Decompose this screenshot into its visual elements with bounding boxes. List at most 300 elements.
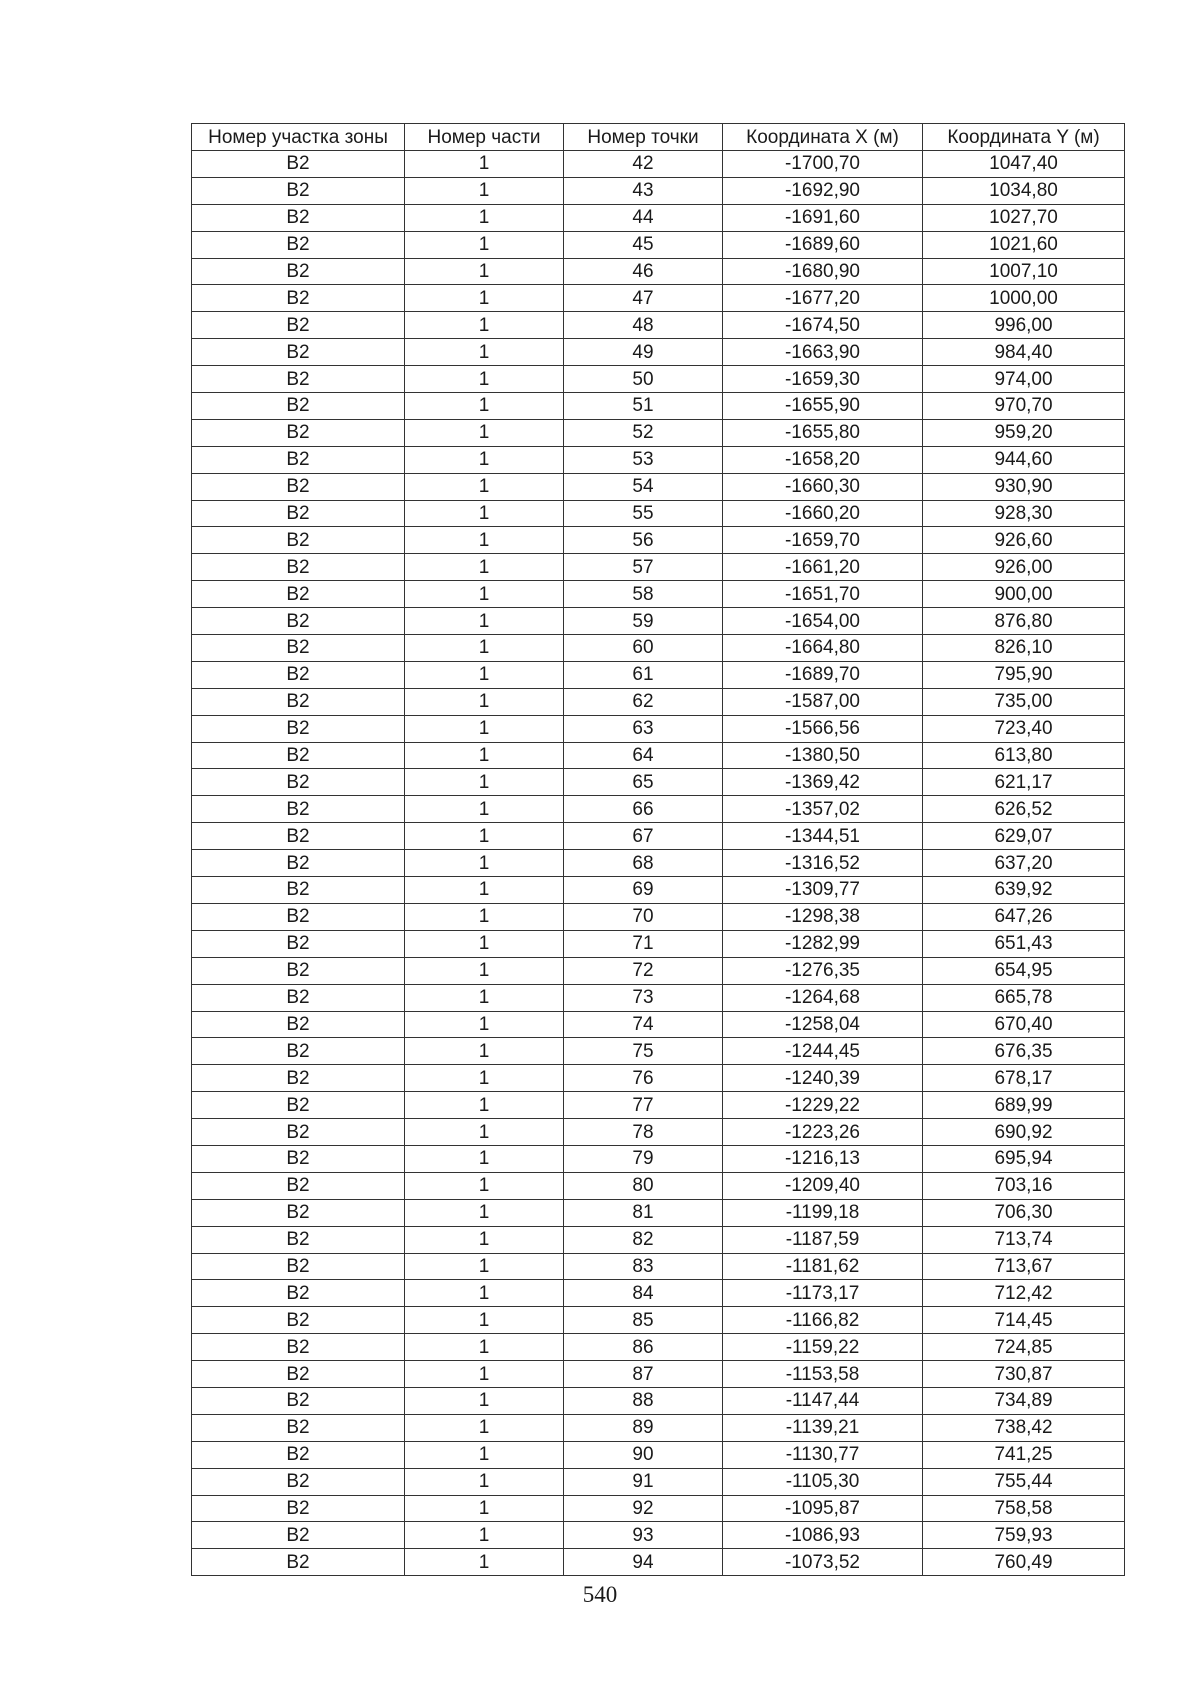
- part-number-cell: 1: [405, 1038, 564, 1065]
- zone-section-cell: В2: [192, 850, 405, 877]
- coordinate-y-cell: 760,49: [923, 1549, 1125, 1576]
- part-number-cell: 1: [405, 715, 564, 742]
- zone-section-cell: В2: [192, 1065, 405, 1092]
- coordinate-y-cell: 629,07: [923, 823, 1125, 850]
- zone-section-cell: В2: [192, 1549, 405, 1576]
- zone-section-cell: В2: [192, 1226, 405, 1253]
- table-row: [192, 393, 1125, 420]
- point-number-cell: 64: [564, 742, 723, 769]
- coordinate-x-cell: -1130,77: [723, 1441, 923, 1468]
- point-number-cell: 79: [564, 1145, 723, 1172]
- part-number-cell: 1: [405, 688, 564, 715]
- header-part-number: Номер части: [405, 124, 564, 151]
- table-row: [192, 1199, 1125, 1226]
- coordinate-y-cell: 621,17: [923, 769, 1125, 796]
- zone-section-cell: В2: [192, 742, 405, 769]
- part-number-cell: 1: [405, 1361, 564, 1388]
- table-row: [192, 796, 1125, 823]
- point-number-cell: 70: [564, 903, 723, 930]
- coordinate-x-cell: -1587,00: [723, 688, 923, 715]
- point-number-cell: 56: [564, 527, 723, 554]
- point-number-cell: 55: [564, 500, 723, 527]
- point-number-cell: 85: [564, 1307, 723, 1334]
- point-number-cell: 73: [564, 984, 723, 1011]
- coordinate-y-cell: 928,30: [923, 500, 1125, 527]
- part-number-cell: 1: [405, 500, 564, 527]
- table-row: [192, 285, 1125, 312]
- zone-section-cell: В2: [192, 608, 405, 635]
- coordinate-x-cell: -1105,30: [723, 1468, 923, 1495]
- coordinate-x-cell: -1700,70: [723, 151, 923, 178]
- point-number-cell: 50: [564, 366, 723, 393]
- coordinate-x-cell: -1258,04: [723, 1011, 923, 1038]
- coordinate-y-cell: 734,89: [923, 1387, 1125, 1414]
- part-number-cell: 1: [405, 366, 564, 393]
- coordinate-y-cell: 690,92: [923, 1119, 1125, 1146]
- point-number-cell: 43: [564, 177, 723, 204]
- zone-section-cell: В2: [192, 419, 405, 446]
- coordinate-y-cell: 647,26: [923, 903, 1125, 930]
- table-row: [192, 608, 1125, 635]
- coordinate-x-cell: -1369,42: [723, 769, 923, 796]
- coordinate-x-cell: -1566,56: [723, 715, 923, 742]
- coordinate-x-cell: -1173,17: [723, 1280, 923, 1307]
- point-number-cell: 90: [564, 1441, 723, 1468]
- zone-section-cell: В2: [192, 366, 405, 393]
- part-number-cell: 1: [405, 984, 564, 1011]
- part-number-cell: 1: [405, 1253, 564, 1280]
- point-number-cell: 76: [564, 1065, 723, 1092]
- coordinate-x-cell: -1663,90: [723, 339, 923, 366]
- zone-section-cell: В2: [192, 231, 405, 258]
- part-number-cell: 1: [405, 1172, 564, 1199]
- zone-section-cell: В2: [192, 1145, 405, 1172]
- table-row: [192, 1172, 1125, 1199]
- zone-section-cell: В2: [192, 823, 405, 850]
- coordinate-x-cell: -1073,52: [723, 1549, 923, 1576]
- zone-section-cell: В2: [192, 177, 405, 204]
- zone-section-cell: В2: [192, 1441, 405, 1468]
- coordinate-y-cell: 637,20: [923, 850, 1125, 877]
- point-number-cell: 93: [564, 1522, 723, 1549]
- part-number-cell: 1: [405, 258, 564, 285]
- coordinate-y-cell: 695,94: [923, 1145, 1125, 1172]
- zone-section-cell: В2: [192, 769, 405, 796]
- zone-section-cell: В2: [192, 1495, 405, 1522]
- coordinate-y-cell: 712,42: [923, 1280, 1125, 1307]
- zone-section-cell: В2: [192, 635, 405, 662]
- coordinate-y-cell: 654,95: [923, 957, 1125, 984]
- part-number-cell: 1: [405, 285, 564, 312]
- point-number-cell: 49: [564, 339, 723, 366]
- point-number-cell: 51: [564, 393, 723, 420]
- table-row: [192, 688, 1125, 715]
- zone-section-cell: В2: [192, 1011, 405, 1038]
- coordinate-y-cell: 741,25: [923, 1441, 1125, 1468]
- coordinate-x-cell: -1166,82: [723, 1307, 923, 1334]
- coordinate-y-cell: 984,40: [923, 339, 1125, 366]
- zone-section-cell: В2: [192, 715, 405, 742]
- coordinates-table: [191, 123, 1125, 1576]
- table-row: [192, 1119, 1125, 1146]
- coordinate-x-cell: -1159,22: [723, 1334, 923, 1361]
- coordinate-y-cell: 626,52: [923, 796, 1125, 823]
- table-row: [192, 957, 1125, 984]
- point-number-cell: 58: [564, 581, 723, 608]
- part-number-cell: 1: [405, 151, 564, 178]
- part-number-cell: 1: [405, 473, 564, 500]
- zone-section-cell: В2: [192, 1253, 405, 1280]
- part-number-cell: 1: [405, 1119, 564, 1146]
- table-row: [192, 1549, 1125, 1576]
- table-row: [192, 1065, 1125, 1092]
- table-row: [192, 1307, 1125, 1334]
- table-row: [192, 715, 1125, 742]
- table-row: [192, 1522, 1125, 1549]
- zone-section-cell: В2: [192, 1038, 405, 1065]
- coordinate-x-cell: -1659,70: [723, 527, 923, 554]
- zone-section-cell: В2: [192, 446, 405, 473]
- point-number-cell: 92: [564, 1495, 723, 1522]
- point-number-cell: 75: [564, 1038, 723, 1065]
- zone-section-cell: В2: [192, 527, 405, 554]
- table-row: [192, 1361, 1125, 1388]
- coordinate-x-cell: -1316,52: [723, 850, 923, 877]
- part-number-cell: 1: [405, 231, 564, 258]
- coordinate-y-cell: 755,44: [923, 1468, 1125, 1495]
- coordinate-y-cell: 703,16: [923, 1172, 1125, 1199]
- coordinate-y-cell: 926,00: [923, 554, 1125, 581]
- table-row: [192, 446, 1125, 473]
- table-row: [192, 769, 1125, 796]
- part-number-cell: 1: [405, 957, 564, 984]
- coordinate-y-cell: 713,67: [923, 1253, 1125, 1280]
- table-row: [192, 850, 1125, 877]
- table-row: [192, 1011, 1125, 1038]
- point-number-cell: 72: [564, 957, 723, 984]
- point-number-cell: 54: [564, 473, 723, 500]
- zone-section-cell: В2: [192, 1092, 405, 1119]
- point-number-cell: 71: [564, 930, 723, 957]
- coordinate-x-cell: -1692,90: [723, 177, 923, 204]
- point-number-cell: 65: [564, 769, 723, 796]
- zone-section-cell: В2: [192, 554, 405, 581]
- point-number-cell: 80: [564, 1172, 723, 1199]
- table-row: [192, 151, 1125, 178]
- coordinate-x-cell: -1691,60: [723, 204, 923, 231]
- coordinate-y-cell: 613,80: [923, 742, 1125, 769]
- part-number-cell: 1: [405, 608, 564, 635]
- table-row: [192, 419, 1125, 446]
- point-number-cell: 63: [564, 715, 723, 742]
- part-number-cell: 1: [405, 1334, 564, 1361]
- coordinate-x-cell: -1674,50: [723, 312, 923, 339]
- part-number-cell: 1: [405, 1226, 564, 1253]
- point-number-cell: 48: [564, 312, 723, 339]
- part-number-cell: 1: [405, 1414, 564, 1441]
- part-number-cell: 1: [405, 312, 564, 339]
- coordinate-y-cell: 1027,70: [923, 204, 1125, 231]
- coordinate-y-cell: 730,87: [923, 1361, 1125, 1388]
- point-number-cell: 67: [564, 823, 723, 850]
- table-row: [192, 1145, 1125, 1172]
- coordinate-y-cell: 678,17: [923, 1065, 1125, 1092]
- coordinate-x-cell: -1244,45: [723, 1038, 923, 1065]
- coordinate-x-cell: -1680,90: [723, 258, 923, 285]
- part-number-cell: 1: [405, 1495, 564, 1522]
- coordinate-x-cell: -1689,70: [723, 661, 923, 688]
- zone-section-cell: В2: [192, 500, 405, 527]
- zone-section-cell: В2: [192, 393, 405, 420]
- zone-section-cell: В2: [192, 473, 405, 500]
- zone-section-cell: В2: [192, 1307, 405, 1334]
- coordinate-x-cell: -1187,59: [723, 1226, 923, 1253]
- coordinate-x-cell: -1209,40: [723, 1172, 923, 1199]
- zone-section-cell: В2: [192, 1522, 405, 1549]
- table-body: [192, 151, 1125, 1576]
- point-number-cell: 81: [564, 1199, 723, 1226]
- header-coordinate-y: Координата Y (м): [923, 124, 1125, 151]
- table-row: [192, 339, 1125, 366]
- zone-section-cell: В2: [192, 581, 405, 608]
- point-number-cell: 82: [564, 1226, 723, 1253]
- table-row: [192, 1226, 1125, 1253]
- zone-section-cell: В2: [192, 661, 405, 688]
- table-row: [192, 1441, 1125, 1468]
- coordinate-y-cell: 759,93: [923, 1522, 1125, 1549]
- table-row: [192, 1038, 1125, 1065]
- zone-section-cell: В2: [192, 1172, 405, 1199]
- coordinate-x-cell: -1276,35: [723, 957, 923, 984]
- table-row: [192, 177, 1125, 204]
- table-row: [192, 877, 1125, 904]
- coordinate-x-cell: -1660,20: [723, 500, 923, 527]
- zone-section-cell: В2: [192, 796, 405, 823]
- coordinate-y-cell: 1021,60: [923, 231, 1125, 258]
- coordinate-x-cell: -1264,68: [723, 984, 923, 1011]
- coordinate-x-cell: -1659,30: [723, 366, 923, 393]
- table-row: [192, 930, 1125, 957]
- point-number-cell: 74: [564, 1011, 723, 1038]
- coordinate-x-cell: -1655,80: [723, 419, 923, 446]
- coordinate-x-cell: -1677,20: [723, 285, 923, 312]
- point-number-cell: 57: [564, 554, 723, 581]
- table-row: [192, 527, 1125, 554]
- coordinate-x-cell: -1086,93: [723, 1522, 923, 1549]
- part-number-cell: 1: [405, 1468, 564, 1495]
- part-number-cell: 1: [405, 796, 564, 823]
- zone-section-cell: В2: [192, 312, 405, 339]
- point-number-cell: 47: [564, 285, 723, 312]
- point-number-cell: 69: [564, 877, 723, 904]
- point-number-cell: 60: [564, 635, 723, 662]
- coordinate-y-cell: 970,70: [923, 393, 1125, 420]
- table-row: [192, 1092, 1125, 1119]
- point-number-cell: 77: [564, 1092, 723, 1119]
- zone-section-cell: В2: [192, 930, 405, 957]
- zone-section-cell: В2: [192, 877, 405, 904]
- table-row: [192, 366, 1125, 393]
- point-number-cell: 83: [564, 1253, 723, 1280]
- coordinate-x-cell: -1660,30: [723, 473, 923, 500]
- zone-section-cell: В2: [192, 1414, 405, 1441]
- coordinate-x-cell: -1651,70: [723, 581, 923, 608]
- table-row: [192, 1387, 1125, 1414]
- part-number-cell: 1: [405, 1387, 564, 1414]
- point-number-cell: 68: [564, 850, 723, 877]
- coordinate-x-cell: -1655,90: [723, 393, 923, 420]
- coordinate-y-cell: 738,42: [923, 1414, 1125, 1441]
- coordinate-y-cell: 974,00: [923, 366, 1125, 393]
- point-number-cell: 87: [564, 1361, 723, 1388]
- table-row: [192, 661, 1125, 688]
- zone-section-cell: В2: [192, 1199, 405, 1226]
- zone-section-cell: В2: [192, 285, 405, 312]
- part-number-cell: 1: [405, 1011, 564, 1038]
- coordinate-x-cell: -1240,39: [723, 1065, 923, 1092]
- table-row: [192, 581, 1125, 608]
- coordinate-x-cell: -1199,18: [723, 1199, 923, 1226]
- header-coordinate-x: Координата X (м): [723, 124, 923, 151]
- coordinate-y-cell: 651,43: [923, 930, 1125, 957]
- coordinate-x-cell: -1661,20: [723, 554, 923, 581]
- zone-section-cell: В2: [192, 204, 405, 231]
- point-number-cell: 84: [564, 1280, 723, 1307]
- part-number-cell: 1: [405, 1092, 564, 1119]
- coordinate-x-cell: -1153,58: [723, 1361, 923, 1388]
- coordinate-y-cell: 665,78: [923, 984, 1125, 1011]
- coordinate-y-cell: 876,80: [923, 608, 1125, 635]
- coordinate-y-cell: 676,35: [923, 1038, 1125, 1065]
- coordinate-y-cell: 826,10: [923, 635, 1125, 662]
- table-row: [192, 984, 1125, 1011]
- point-number-cell: 52: [564, 419, 723, 446]
- coordinate-x-cell: -1689,60: [723, 231, 923, 258]
- coordinate-x-cell: -1223,26: [723, 1119, 923, 1146]
- part-number-cell: 1: [405, 393, 564, 420]
- zone-section-cell: В2: [192, 1280, 405, 1307]
- coordinate-x-cell: -1309,77: [723, 877, 923, 904]
- header-zone-section: Номер участка зоны: [192, 124, 405, 151]
- coordinate-y-cell: 1007,10: [923, 258, 1125, 285]
- point-number-cell: 78: [564, 1119, 723, 1146]
- coordinate-y-cell: 900,00: [923, 581, 1125, 608]
- coordinate-y-cell: 959,20: [923, 419, 1125, 446]
- coordinate-x-cell: -1181,62: [723, 1253, 923, 1280]
- table-row: [192, 473, 1125, 500]
- coordinate-y-cell: 723,40: [923, 715, 1125, 742]
- point-number-cell: 62: [564, 688, 723, 715]
- point-number-cell: 91: [564, 1468, 723, 1495]
- coordinate-y-cell: 713,74: [923, 1226, 1125, 1253]
- zone-section-cell: В2: [192, 1387, 405, 1414]
- point-number-cell: 61: [564, 661, 723, 688]
- point-number-cell: 94: [564, 1549, 723, 1576]
- point-number-cell: 86: [564, 1334, 723, 1361]
- part-number-cell: 1: [405, 204, 564, 231]
- point-number-cell: 88: [564, 1387, 723, 1414]
- zone-section-cell: В2: [192, 151, 405, 178]
- part-number-cell: 1: [405, 930, 564, 957]
- table-row: [192, 312, 1125, 339]
- table-row: [192, 1495, 1125, 1522]
- zone-section-cell: В2: [192, 1119, 405, 1146]
- part-number-cell: 1: [405, 1307, 564, 1334]
- coordinate-x-cell: -1664,80: [723, 635, 923, 662]
- point-number-cell: 42: [564, 151, 723, 178]
- coordinate-x-cell: -1147,44: [723, 1387, 923, 1414]
- zone-section-cell: В2: [192, 339, 405, 366]
- table-row: [192, 1334, 1125, 1361]
- table-row: [192, 903, 1125, 930]
- part-number-cell: 1: [405, 1065, 564, 1092]
- zone-section-cell: В2: [192, 903, 405, 930]
- part-number-cell: 1: [405, 1280, 564, 1307]
- coordinate-x-cell: -1344,51: [723, 823, 923, 850]
- part-number-cell: 1: [405, 554, 564, 581]
- table-row: [192, 823, 1125, 850]
- table-row: [192, 204, 1125, 231]
- coordinate-y-cell: 1000,00: [923, 285, 1125, 312]
- part-number-cell: 1: [405, 1145, 564, 1172]
- table-row: [192, 742, 1125, 769]
- part-number-cell: 1: [405, 1199, 564, 1226]
- point-number-cell: 53: [564, 446, 723, 473]
- table-row: [192, 635, 1125, 662]
- coordinate-y-cell: 735,00: [923, 688, 1125, 715]
- part-number-cell: 1: [405, 877, 564, 904]
- point-number-cell: 44: [564, 204, 723, 231]
- part-number-cell: 1: [405, 769, 564, 796]
- coordinate-y-cell: 795,90: [923, 661, 1125, 688]
- part-number-cell: 1: [405, 419, 564, 446]
- coordinate-x-cell: -1658,20: [723, 446, 923, 473]
- coordinate-y-cell: 944,60: [923, 446, 1125, 473]
- coordinate-y-cell: 670,40: [923, 1011, 1125, 1038]
- part-number-cell: 1: [405, 446, 564, 473]
- page-number: 540: [582, 1582, 618, 1607]
- part-number-cell: 1: [405, 177, 564, 204]
- part-number-cell: 1: [405, 823, 564, 850]
- coordinate-y-cell: 1034,80: [923, 177, 1125, 204]
- coordinate-x-cell: -1380,50: [723, 742, 923, 769]
- coordinate-y-cell: 706,30: [923, 1199, 1125, 1226]
- coordinate-y-cell: 724,85: [923, 1334, 1125, 1361]
- coordinate-x-cell: -1229,22: [723, 1092, 923, 1119]
- zone-section-cell: В2: [192, 1468, 405, 1495]
- part-number-cell: 1: [405, 850, 564, 877]
- point-number-cell: 45: [564, 231, 723, 258]
- coordinate-x-cell: -1357,02: [723, 796, 923, 823]
- coordinate-y-cell: 639,92: [923, 877, 1125, 904]
- zone-section-cell: В2: [192, 688, 405, 715]
- part-number-cell: 1: [405, 1522, 564, 1549]
- table-row: [192, 258, 1125, 285]
- table-row: [192, 231, 1125, 258]
- table-row: [192, 1414, 1125, 1441]
- part-number-cell: 1: [405, 903, 564, 930]
- part-number-cell: 1: [405, 1549, 564, 1576]
- part-number-cell: 1: [405, 339, 564, 366]
- coordinate-y-cell: 714,45: [923, 1307, 1125, 1334]
- coordinate-x-cell: -1654,00: [723, 608, 923, 635]
- coordinate-y-cell: 926,60: [923, 527, 1125, 554]
- point-number-cell: 59: [564, 608, 723, 635]
- part-number-cell: 1: [405, 661, 564, 688]
- coordinate-x-cell: -1282,99: [723, 930, 923, 957]
- coordinate-y-cell: 930,90: [923, 473, 1125, 500]
- part-number-cell: 1: [405, 742, 564, 769]
